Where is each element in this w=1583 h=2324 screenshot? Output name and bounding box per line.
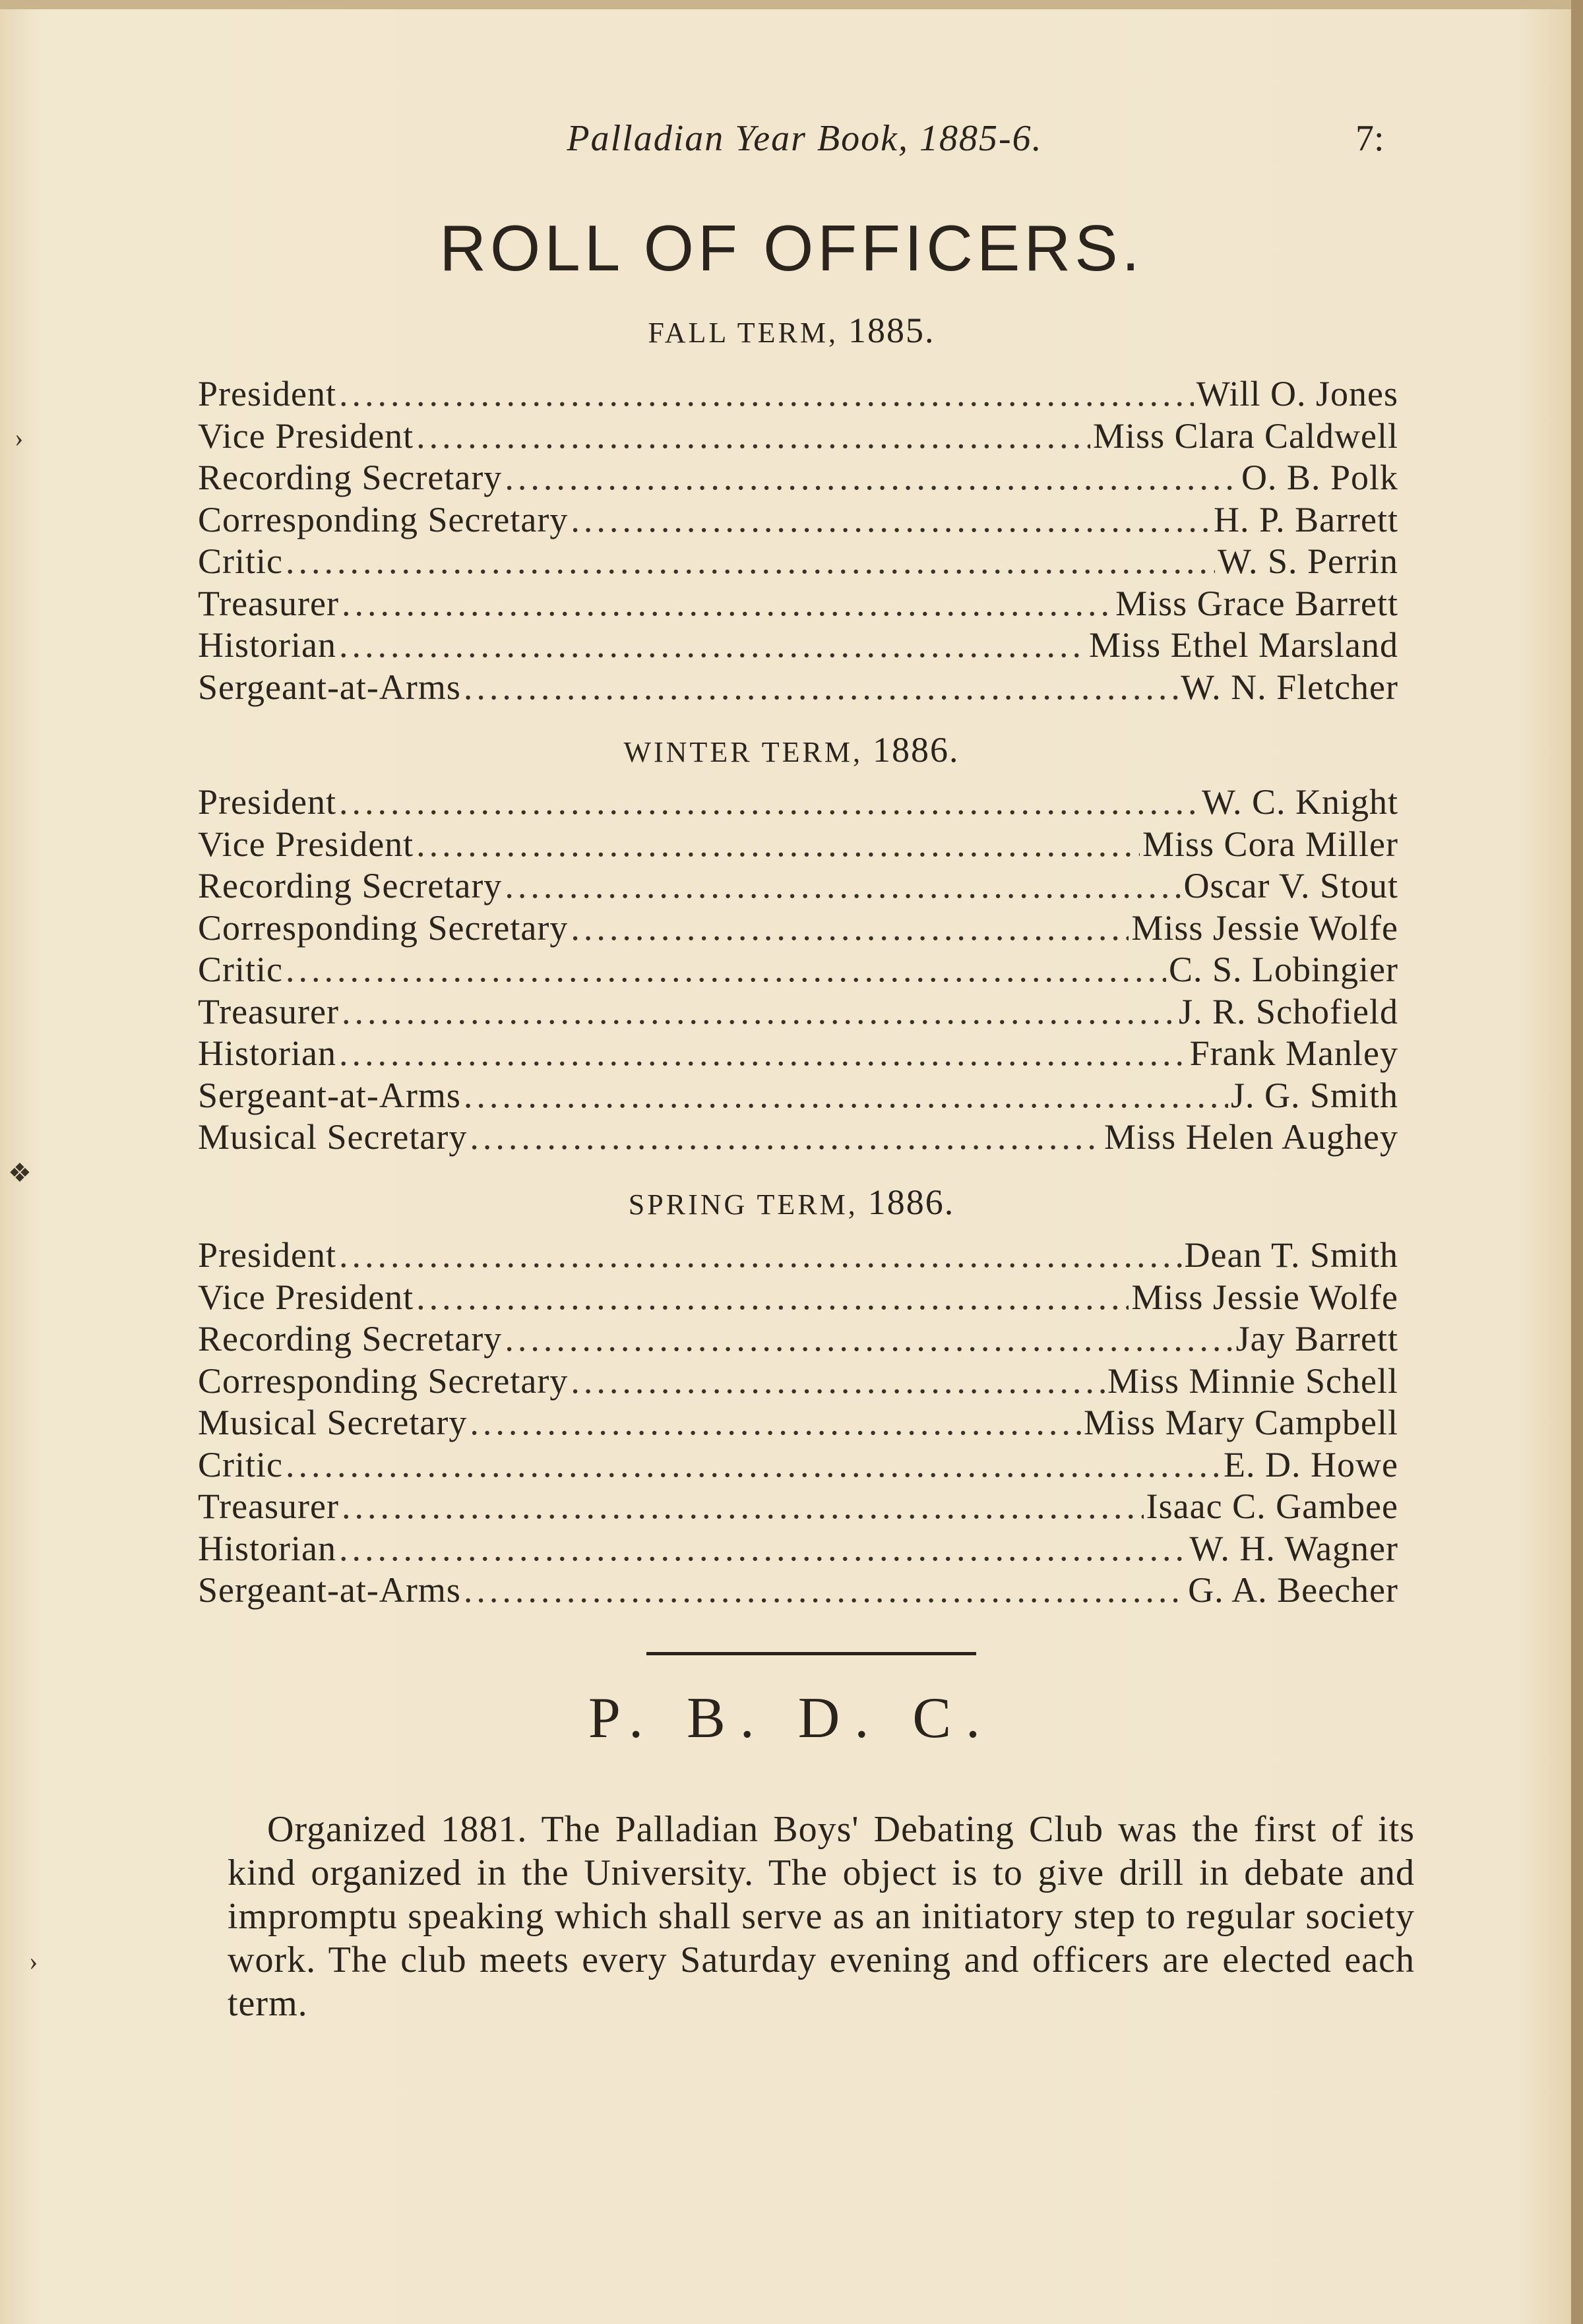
officer-row [198, 1075, 1398, 1117]
office-label: President [198, 374, 336, 413]
officer-list-spring [198, 1235, 1398, 1612]
officer-row [198, 1318, 1398, 1361]
leader-dots [464, 1570, 1185, 1610]
officer-name: O. B. Polk [1241, 458, 1398, 497]
office-label: Historian [198, 1528, 336, 1568]
officer-name: Miss Helen Aughey [1104, 1117, 1398, 1157]
leader-dots [339, 373, 1194, 414]
office-label: Treasurer [198, 583, 339, 623]
term-heading-spring [0, 1182, 1583, 1223]
leader-dots [505, 1318, 1233, 1359]
office-label: Musical Secretary [198, 1117, 468, 1157]
page-number: 7: [1355, 118, 1384, 159]
office-label: Historian [198, 1033, 336, 1073]
officer-row [198, 907, 1398, 950]
officer-row [198, 583, 1398, 625]
officer-name: Miss Cora Miller [1142, 824, 1398, 864]
officer-name: E. D. Howe [1224, 1444, 1398, 1484]
officer-name: Miss Minnie Schell [1107, 1361, 1398, 1401]
office-label: Corresponding Secretary [198, 907, 569, 948]
club-paragraph [228, 1808, 1415, 2025]
officer-row [198, 1402, 1398, 1444]
office-label: Vice President [198, 824, 414, 864]
running-head: Palladian Year Book, 1885-6. [567, 118, 1043, 159]
officer-row [198, 415, 1398, 458]
leader-dots [286, 541, 1215, 582]
officer-row [198, 1116, 1398, 1159]
office-label: Recording Secretary [198, 458, 503, 497]
term-label: WINTER TERM, [623, 736, 863, 768]
office-label: Historian [198, 625, 336, 665]
officer-row [198, 781, 1398, 824]
page-title: ROLL OF OFFICERS. [439, 212, 1144, 284]
office-label: Vice President [198, 1277, 414, 1317]
term-year: 1886. [867, 1182, 955, 1222]
officer-row [198, 865, 1398, 907]
office-label: Vice President [198, 415, 414, 456]
leader-dots [339, 1528, 1187, 1569]
officer-name: G. A. Beecher [1188, 1570, 1398, 1610]
officer-row [198, 541, 1398, 583]
officer-row [198, 625, 1398, 667]
leader-dots [505, 457, 1239, 498]
officer-name: Miss Mary Campbell [1084, 1403, 1398, 1442]
office-label: President [198, 1235, 336, 1275]
office-label: Sergeant-at-Arms [198, 1570, 461, 1610]
officer-list-winter [198, 781, 1398, 1159]
office-label: Sergeant-at-Arms [198, 667, 461, 707]
officer-name: J. G. Smith [1230, 1075, 1398, 1115]
leader-dots [464, 667, 1178, 708]
office-label: Recording Secretary [198, 866, 503, 905]
officer-row [198, 949, 1398, 991]
office-label: Recording Secretary [198, 1319, 503, 1359]
officer-list-fall [198, 373, 1398, 708]
officer-name: W. S. Perrin [1217, 541, 1398, 581]
office-label: Treasurer [198, 991, 339, 1031]
officer-row [198, 667, 1398, 709]
leader-dots [416, 824, 1140, 865]
officer-name: Miss Jessie Wolfe [1131, 1277, 1398, 1317]
officer-name: Miss Clara Caldwell [1093, 415, 1398, 456]
term-label: SPRING TERM, [628, 1188, 858, 1221]
leader-dots [571, 1361, 1105, 1401]
margin-mark-icon: › [15, 423, 24, 452]
officer-name: Will O. Jones [1196, 374, 1398, 413]
officer-name: Isaac C. Gambee [1146, 1486, 1398, 1526]
office-label: President [198, 782, 336, 822]
officer-name: Miss Jessie Wolfe [1131, 907, 1398, 948]
officer-row [198, 499, 1398, 541]
office-label: Treasurer [198, 1486, 339, 1526]
page-top-edge [0, 0, 1583, 9]
officer-row [198, 1033, 1398, 1075]
officer-row [198, 1361, 1398, 1403]
officer-name: Frank Manley [1189, 1033, 1398, 1073]
officer-name: Miss Grace Barrett [1115, 583, 1398, 623]
officer-row [198, 1235, 1398, 1277]
officer-name: Jay Barrett [1235, 1319, 1398, 1359]
leader-dots [571, 499, 1211, 540]
leader-dots [342, 1486, 1144, 1527]
leader-dots [470, 1116, 1102, 1157]
margin-mark-icon: › [29, 1946, 38, 1976]
club-paragraph-text: Organized 1881. The Palladian Boys' Debating Club was the first of its kind organized in the University. The object is to give drill in debate and impromptu speaking which shall serve as an initiatory step to regular society work. The club meets every Saturday evening and officers are elected each term. [228, 1809, 1415, 2024]
officer-row [198, 1528, 1398, 1570]
officer-name: W. N. Fletcher [1181, 667, 1398, 707]
leader-dots [339, 1235, 1182, 1275]
term-heading-fall [0, 310, 1583, 351]
officer-row [198, 1486, 1398, 1528]
term-year: 1885. [848, 311, 935, 350]
office-label: Corresponding Secretary [198, 1361, 569, 1401]
margin-mark-icon: ❖ [8, 1158, 32, 1188]
officer-name: H. P. Barrett [1214, 499, 1398, 539]
leader-dots [339, 1033, 1187, 1074]
officer-name: Miss Ethel Marsland [1089, 625, 1398, 665]
office-label: Critic [198, 541, 283, 581]
leader-dots [286, 1444, 1221, 1485]
leader-dots [286, 949, 1166, 990]
club-heading: P. B. D. C. [588, 1686, 995, 1750]
leader-dots [470, 1402, 1081, 1443]
officer-row [198, 991, 1398, 1033]
term-label: FALL TERM, [648, 317, 839, 349]
leader-dots [342, 583, 1113, 624]
office-label: Sergeant-at-Arms [198, 1075, 461, 1115]
officer-row [198, 1444, 1398, 1486]
term-heading-winter [0, 729, 1583, 770]
office-label: Corresponding Secretary [198, 499, 569, 539]
term-year: 1886. [873, 730, 960, 770]
officer-row [198, 1570, 1398, 1612]
leader-dots [464, 1075, 1228, 1116]
officer-name: C. S. Lobingier [1169, 950, 1398, 989]
officer-name: Oscar V. Stout [1183, 866, 1398, 905]
officer-name: W. C. Knight [1201, 782, 1398, 822]
section-divider [646, 1652, 976, 1655]
office-label: Musical Secretary [198, 1403, 468, 1442]
leader-dots [339, 781, 1199, 822]
officer-name: Dean T. Smith [1184, 1235, 1398, 1275]
office-label: Critic [198, 950, 283, 989]
officer-row [198, 1277, 1398, 1319]
leader-dots [505, 865, 1181, 906]
leader-dots [339, 625, 1086, 665]
officer-name: J. R. Schofield [1179, 991, 1398, 1031]
leader-dots [571, 907, 1129, 948]
leader-dots [342, 991, 1176, 1032]
leader-dots [416, 1277, 1129, 1318]
leader-dots [416, 415, 1090, 456]
officer-row [198, 457, 1398, 499]
officer-row [198, 373, 1398, 415]
office-label: Critic [198, 1444, 283, 1484]
officer-row [198, 824, 1398, 866]
officer-name: W. H. Wagner [1189, 1528, 1398, 1568]
